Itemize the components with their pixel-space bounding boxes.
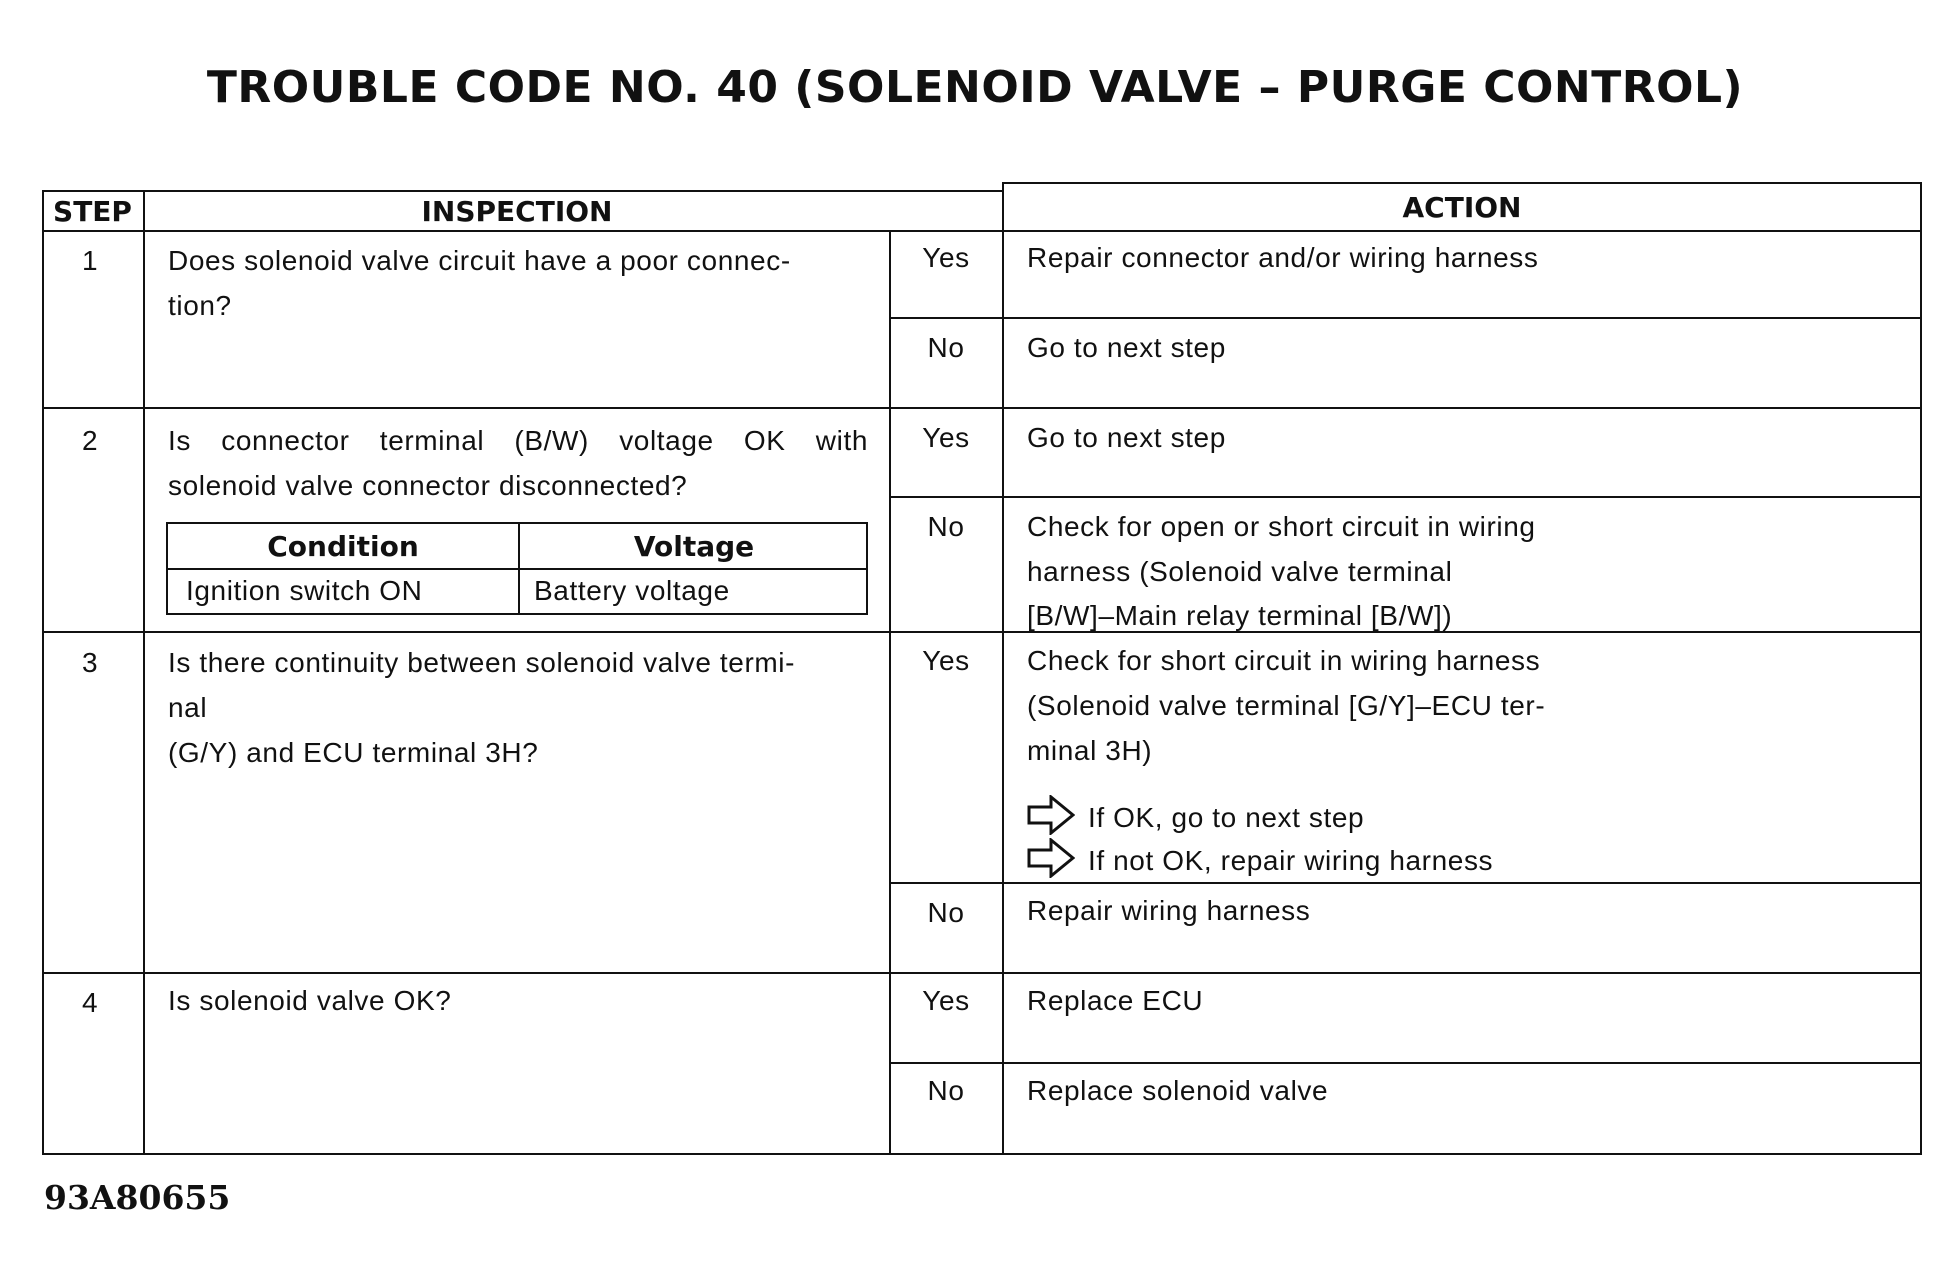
trouble-code-table: [42, 182, 1922, 1155]
condition-voltage-subtable: [166, 522, 868, 615]
step-3-result-not-ok: If not OK, repair wiring harness: [1088, 845, 1494, 876]
action-column-header: ACTION: [1402, 191, 1522, 224]
step-2-no-action-line-2: harness (Solenoid valve terminal: [1027, 556, 1453, 587]
step-3-inspection-line-3: (G/Y) and ECU terminal 3H?: [168, 737, 539, 768]
step-1-inspection-line-1: Does solenoid valve circuit have a poor connec-: [168, 245, 791, 276]
step-4-no-label: No: [927, 1075, 965, 1106]
step-2-yes-label: Yes: [922, 422, 970, 453]
subtable-condition-header: Condition: [267, 530, 419, 563]
step-4-inspection: Is solenoid valve OK?: [168, 985, 452, 1016]
step-4-yes-action: Replace ECU: [1027, 985, 1204, 1016]
step-2-number: 2: [82, 425, 99, 456]
step-2-inspection-line-1: Is connector terminal (B/W) voltage OK with: [168, 425, 868, 456]
hollow-right-arrow-icon: [1027, 795, 1075, 835]
step-column-header: STEP: [53, 195, 132, 228]
step-3-no-label: No: [927, 897, 965, 928]
step-2-yes-action: Go to next step: [1027, 422, 1226, 453]
step-1-number: 1: [82, 245, 99, 276]
step-4-number: 4: [82, 987, 99, 1018]
step-2-no-label: No: [927, 511, 965, 542]
step-3-yes-action-line-1: Check for short circuit in wiring harness: [1027, 645, 1541, 676]
subtable-voltage-header: Voltage: [633, 530, 755, 563]
step-1-yes-label: Yes: [922, 242, 970, 273]
step-3-result-ok: If OK, go to next step: [1088, 802, 1365, 833]
step-4-no-action: Replace solenoid valve: [1027, 1075, 1329, 1106]
step-1-inspection-line-2: tion?: [168, 290, 232, 321]
page-title: TROUBLE CODE NO. 40 (SOLENOID VALVE – PURGE CONTROL): [206, 62, 1744, 113]
step-3-yes-label: Yes: [922, 645, 970, 676]
step-1-yes-action: Repair connector and/or wiring harness: [1027, 242, 1539, 273]
inspection-column-header: INSPECTION: [421, 195, 613, 228]
step-3-no-action: Repair wiring harness: [1027, 895, 1311, 926]
step-4-yes-label: Yes: [922, 985, 970, 1016]
step-3-yes-action-line-2: (Solenoid valve terminal [G/Y]–ECU ter-: [1027, 690, 1546, 721]
step-1-no-action: Go to next step: [1027, 332, 1226, 363]
step-3-inspection-line-2: nal: [168, 692, 208, 723]
subtable-condition-value: Ignition switch ON: [186, 575, 423, 606]
step-1-no-label: No: [927, 332, 965, 363]
step-3-inspection-line-1: Is there continuity between solenoid valve termi-: [168, 647, 796, 678]
figure-code: 93A80655: [44, 1178, 231, 1217]
step-3-yes-action-line-3: minal 3H): [1027, 735, 1153, 766]
step-3-number: 3: [82, 647, 99, 678]
subtable-voltage-value: Battery voltage: [534, 575, 730, 606]
step-2-inspection-line-2: solenoid valve connector disconnected?: [168, 470, 688, 501]
step-2-no-action-line-3: [B/W]–Main relay terminal [B/W]): [1027, 600, 1453, 631]
step-2-no-action-line-1: Check for open or short circuit in wiring: [1027, 511, 1536, 542]
hollow-right-arrow-icon: [1027, 838, 1075, 878]
